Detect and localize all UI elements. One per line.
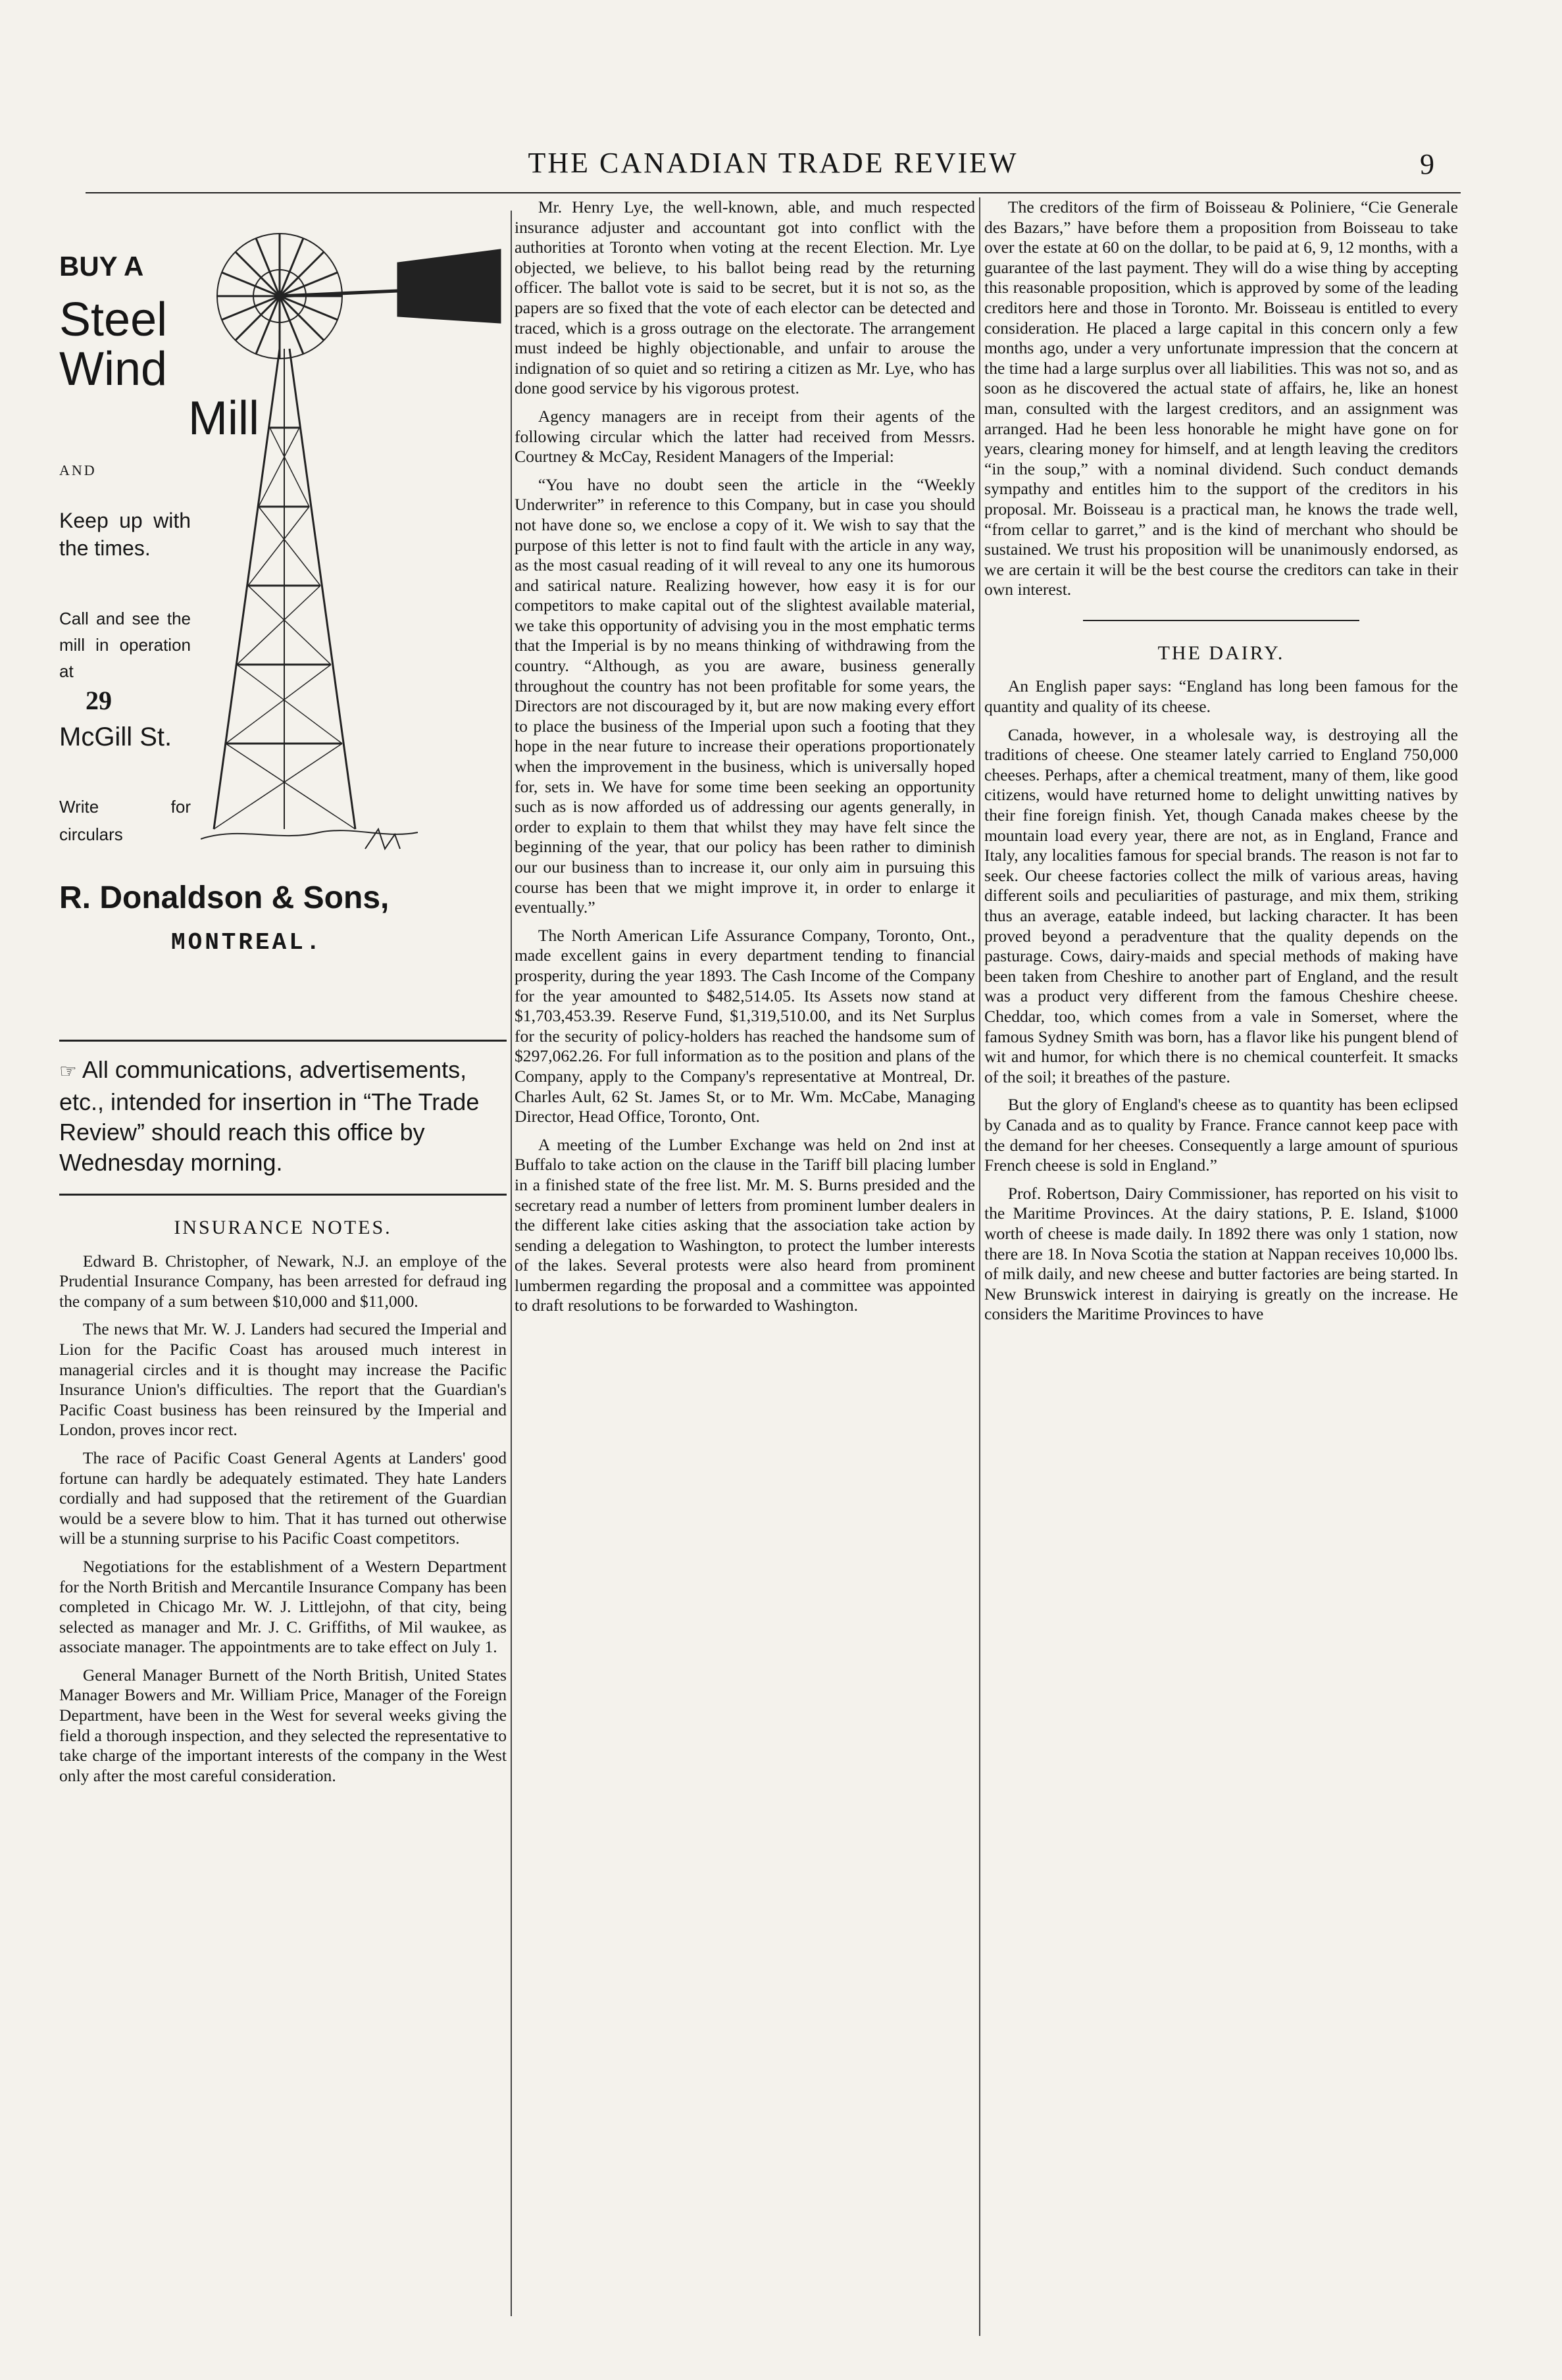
ad-and: AND — [59, 462, 97, 478]
notice-text: All communications, advertisements, etc., intended for insertion in “The Trade Review” should reach this office by Wednesday morning. — [59, 1056, 480, 1176]
article-paragraph: “You have no doubt seen the article in the “Weekly Underwriter” in reference to this Company, but in case you should not have done so, we enclose a copy of it. We wish to say that the purpose of this letter is not to find fault with the article in any way, as the most casual reading of it will reveal to any one its humorous and satirical nature. Realizing however, how easy it is for our competitors to make capital out of the slightest available material, we take this opportunity of advising you in the most emphatic terms that the Imperial is by no means thinking of withdrawing from the country. “Although, as you are aware, business generally throughout the country has not been profitable for some years, the Directors are not discouraged by it, but are now making every effort to place the business of the Imperial upon such a footing that they hope in the near future to increase their operations proportionately when the improvement in the business, which is universally hoped for, sets in. We have for some time been seeking an opportunity such as is now afforded us of addressing our agents generally, in order to explain to them that whilst they may have felt since the beginning of the year, that our policy has been rather to diminish our our business than to increase it, our only aim in pursuing this course has been that we might improve it, in order to enlarge it eventually.” — [515, 474, 975, 917]
article-paragraph: Mr. Henry Lye, the well-known, able, and much respected insurance adjuster and accountant got into conflict with the authorities at Toronto when voting at the recent Election. Mr. Lye objected, we believe, to his ballot being read by the returning officer. The ballot vote is said to be secret, but it is not so, as the papers are so fixed that the vote of each elector can be detected and traced, which is a gross outrage on the electorate. The arrangement must indeed be highly objectionable, and unfair to arouse the indignation of so quiet and so retiring a citizen as Mr. Lye, who has done good service by his vigorous protest. — [515, 197, 975, 398]
ad-buy: BUY A — [59, 251, 144, 282]
dairy-paragraph: An English paper says: “England has long been famous for the quantity and quality of its cheese. — [984, 676, 1458, 717]
page-header — [86, 146, 1461, 188]
article-paragraph: A meeting of the Lumber Exchange was held on 2nd inst at Buffalo to take action on the clause in the Tariff bill placing lumber in a finished state of the free list. Mr. M. S. Burns presided and the secretary read a number of letters from prominent lumber dealers in the different lake cities asking that the association take action by sending a delegation to Washington, to protect the lumber interests of the lakes. Several protests were also heard from prominent lumbermen regarding the proposal and a committee was appointed to draft resolutions to be forwarded to Washington. — [515, 1134, 975, 1315]
ad-keep-up: Keep up with the times. — [59, 509, 191, 560]
ad-mill: Mill — [188, 392, 259, 445]
dairy-paragraph: Prof. Robertson, Dairy Commissioner, has reported on his visit to the Maritime Provinces. At the dairy stations, P. E. Island, $1000 worth of cheese is made daily. In 1892 there was only 1 station, now there are 18. In Nova Scotia the station at Nappan receives 10,000 lbs. of milk daily, and new cheese and butter factories are being started. In New Brunswick interest in dairying is greatly on the increase. He considers the Maritime Provinces to have — [984, 1183, 1458, 1324]
column-divider-left — [511, 211, 512, 2316]
column-right — [984, 197, 1458, 1332]
ad-steel: Steel — [59, 293, 168, 346]
pointing-hand-icon: ☞ — [59, 1061, 77, 1082]
ad-street: McGill St. — [59, 722, 172, 751]
ad-firm-name: R. Donaldson & Sons, — [59, 880, 390, 915]
ad-call: Call and see the mill in operation at — [59, 609, 191, 681]
dairy-heading: THE DAIRY. — [1157, 642, 1285, 664]
ad-wind: Wind — [59, 343, 168, 395]
column-left — [59, 197, 507, 1794]
insurance-heading: INSURANCE NOTES. — [174, 1217, 392, 1238]
page-number: 9 — [1420, 148, 1434, 180]
ad-street-number: 29 — [86, 686, 112, 715]
submission-notice — [59, 1040, 507, 1196]
insurance-paragraph: General Manager Burnett of the North British, United States Manager Bowers and Mr. William Price, Manager of the Foreign Department, have been in the West for several weeks giving the field a thorough inspection, and they selected the representative to take charge of the important interests of the company in the West only after the most careful consideration. — [59, 1665, 507, 1785]
header-rule — [86, 192, 1461, 193]
column-divider-right — [979, 197, 980, 2336]
dairy-paragraph: Canada, however, in a wholesale way, is destroying all the traditions of cheese. One steamer lately carried to England 750,000 cheeses. Perhaps, after a chemical treatment, many of them, like good citizens, would have returned home to delight unwitting natives by their fine foreign finish. Yet, though Canada makes cheese by the mountain load every year, there are not, as in England, France and Italy, any localities famous for special brands. The reason is not far to seek. Our cheese factories collect the milk of various areas, having different soils and peculiarities of pasturage, and mix them, striking thus an average, eatable indeed, but lacking character. It has been proved beyond a peradventure that the quality depends on the pasturage. Cows, dairy-maids and special methods of making have been taken from Cheshire to another part of England, and the result was a product very different from the famous Cheshire cheese. Cheddar, too, which comes from a vale in Somerset, where the famous Sydney Smith was born, has a flavor like his pungent blend of wit and humor, for which there is no chemical counterfeit. It smacks of the soil; it breathes of the pasture. — [984, 724, 1458, 1086]
dairy-paragraph: But the glory of England's cheese as to quantity has been eclipsed by Canada and as to quality by France. France cannot keep pace with the demand for her cheeses. Consequently a large amount of spurious French cheese is sold in England.” — [984, 1095, 1458, 1175]
section-rule — [1083, 620, 1359, 621]
insurance-paragraph: The race of Pacific Coast General Agents at Landers' good fortune can hardly be adequately estimated. They hate Landers cordially and had supposed that the retirement of the Guardian would be a severe blow to him. That it has turned out otherwise will be a stunning surprise to his Pacific Coast competitors. — [59, 1448, 507, 1548]
page-title: THE CANADIAN TRADE REVIEW — [528, 147, 1019, 179]
windmill-illustration — [201, 217, 510, 882]
article-paragraph: The North American Life Assurance Company, Toronto, Ont., made excellent gains in every department tending to financial prosperity, during the year 1893. The Cash Income of the Company for the year amounted to $482,514.05. Its Assets now stand at $1,703,453.39. Reserve Fund, $1,319,510.00, and its Net Surplus for the security of policy-holders has reached the handsome sum of $297,062.26. For full information as to the position and plans of the Company, apply to the Company's representative at Montreal, Dr. Charles Ault, 62 St. James St, or to Mr. Wm. McCabe, Managing Director, Head Office, Toronto, Ont. — [515, 925, 975, 1127]
column-middle — [515, 197, 975, 1324]
insurance-paragraph: Edward B. Christopher, of Newark, N.J. an employe of the Prudential Insurance Company, has been arrested for defraud ing the company of a sum between $10,000 and $11,000. — [59, 1251, 507, 1311]
insurance-paragraph: Negotiations for the establishment of a Western Department for the North British and Mercantile Insurance Company has been completed in Chicago Mr. W. J. Littlejohn, of that city, being selected as manager and Mr. J. C. Griffiths, of Mil waukee, as associate manager. The appointments are to take effect on July 1. — [59, 1556, 507, 1657]
insurance-paragraph: The news that Mr. W. J. Landers had secured the Imperial and Lion for the Pacific Coast has aroused much interest in managerial circles and it is thought may increase the Pacific Insurance Union's difficulties. The report that the Guardian's Pacific Coast business has been reinsured by the Imperial and London, proves incor rect. — [59, 1319, 507, 1440]
article-paragraph: Agency managers are in receipt from their agents of the following circular which the latter had received from Messrs. Courtney & McCay, Resident Managers of the Imperial: — [515, 406, 975, 467]
ad-city: MONTREAL. — [171, 929, 323, 956]
ad-write: Write for circulars — [59, 797, 191, 844]
windmill-advertisement — [59, 197, 507, 1007]
article-paragraph: The creditors of the firm of Boisseau & Poliniere, “Cie Generale des Bazars,” have before them a proposition from Boisseau to take over the estate at 60 on the dollar, to be paid at 6, 9, 12 months, with a guarantee of the last payment. They will do a wise thing by accepting this reasonable proposition, which is approved by some of the leading creditors here and those in Toronto. Mr. Boisseau is entitled to every consideration. He placed a large capital in this concern only a few months ago, under a very unfortunate impression that the concern at the time had a large surplus over all liabilities. This was not so, and as soon as he discovered the actual state of affairs, he, like an honest man, consulted with the largest creditors, and an assignment was arranged. Had he been less honorable he might have gone on for years, clearing money for himself, and at length leaving the creditors “in the soup,” with a nominal dividend. Such conduct demands sympathy and entitles him to the support of the creditors in his proposal. Mr. Boisseau is a practical man, he knows the trade well, “from cellar to garret,” and is the kind of merchant who should be sustained. We trust his proposition will be unanimously endorsed, as we are certain it will be the best course the creditors can take in their own interest. — [984, 197, 1458, 599]
